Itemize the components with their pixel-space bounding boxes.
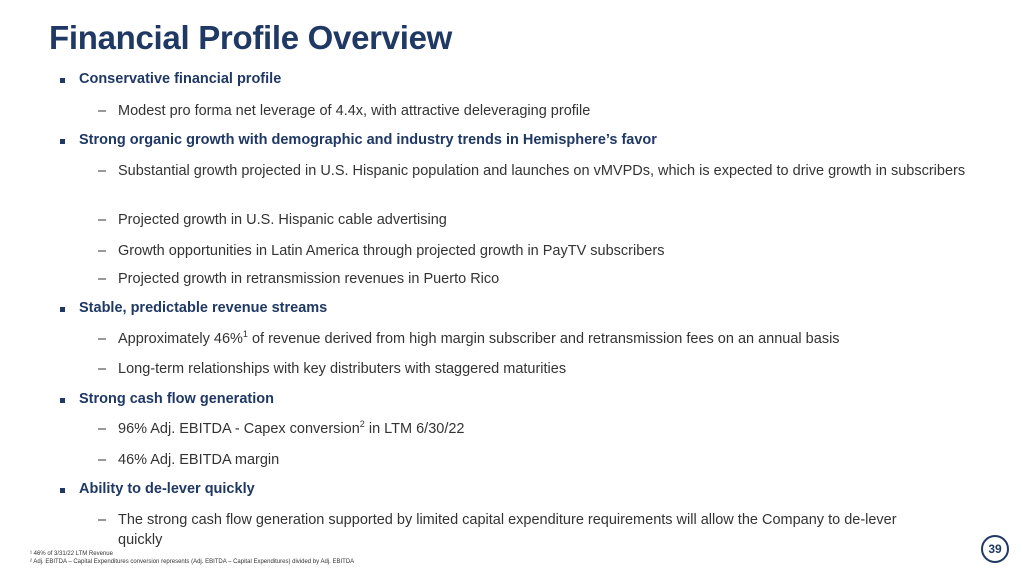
sub-bullet-text-pre: Approximately 46% bbox=[118, 331, 243, 347]
square-bullet-icon bbox=[60, 139, 65, 144]
sub-bullet-text: The strong cash flow generation supported by limited capital expenditure requirements will allow the Company to de-lever quickly bbox=[118, 512, 897, 548]
page-number-badge: 39 bbox=[981, 535, 1009, 563]
dash-icon: – bbox=[98, 271, 107, 287]
dash-icon: – bbox=[98, 243, 107, 259]
sub-bullet-text: Projected growth in retransmission revenues in Puerto Rico bbox=[118, 271, 500, 287]
bullet-label: Stable, predictable revenue streams bbox=[79, 300, 328, 316]
square-bullet-icon bbox=[60, 398, 65, 403]
square-bullet-icon bbox=[60, 307, 65, 312]
sub-bullet-text bbox=[118, 419, 968, 439]
sub-bullet-text: 46% Adj. EBITDA margin bbox=[118, 452, 280, 468]
dash-icon: – bbox=[98, 212, 107, 228]
square-bullet-icon bbox=[60, 488, 65, 493]
square-bullet-icon bbox=[60, 78, 65, 83]
sub-bullet-text: Growth opportunities in Latin America through projected growth in PayTV subscribers bbox=[118, 243, 665, 259]
sub-bullet-text bbox=[118, 329, 968, 349]
sub-bullet-text-post: in LTM 6/30/22 bbox=[364, 421, 465, 437]
dash-icon: – bbox=[98, 103, 107, 119]
bullet-label: Strong organic growth with demographic and industry trends in Hemisphere’s favor bbox=[79, 132, 657, 148]
sub-bullet bbox=[98, 210, 968, 230]
footnotes bbox=[30, 550, 354, 566]
sub-bullet-text-pre: 96% Adj. EBITDA - Capex conversion bbox=[118, 421, 360, 437]
dash-icon: – bbox=[98, 421, 107, 437]
sub-bullet bbox=[98, 161, 968, 181]
bullet-label: Ability to de-lever quickly bbox=[79, 481, 255, 497]
dash-icon: – bbox=[98, 512, 107, 528]
sub-bullet bbox=[98, 419, 968, 439]
sub-bullet bbox=[98, 359, 968, 379]
page-title: Financial Profile Overview bbox=[49, 19, 453, 56]
dash-icon: – bbox=[98, 163, 107, 179]
sub-bullet-text: Substantial growth projected in U.S. Hispanic population and launches on vMVPDs, which is expected to drive growth in subscribers bbox=[118, 163, 966, 179]
sub-bullet bbox=[98, 510, 898, 550]
footnote-ref: 2 bbox=[359, 419, 365, 430]
dash-icon: – bbox=[98, 331, 107, 347]
sub-bullet-text: Long-term relationships with key distributers with staggered maturities bbox=[118, 361, 567, 377]
dash-icon: – bbox=[98, 452, 107, 468]
footnote-1: ¹ 46% of 3/31/22 LTM Revenue bbox=[30, 551, 113, 557]
bullet-label: Conservative financial profile bbox=[79, 71, 282, 87]
sub-bullet-text-post: of revenue derived from high margin subscriber and retransmission fees on an annual basis bbox=[247, 331, 840, 347]
sub-bullet bbox=[98, 269, 968, 289]
footnote-ref: 1 bbox=[242, 329, 248, 340]
sub-bullet-text: Modest pro forma net leverage of 4.4x, with attractive deleveraging profile bbox=[118, 103, 591, 119]
sub-bullet bbox=[98, 241, 968, 261]
bullet-label: Strong cash flow generation bbox=[79, 391, 274, 407]
sub-bullet bbox=[98, 329, 968, 349]
footnote-2: ² Adj. EBITDA – Capital Expenditures conversion represents (Adj. EBITDA – Capital Expenditures) divided by Adj. EBITDA bbox=[30, 559, 355, 565]
dash-icon: – bbox=[98, 361, 107, 377]
sub-bullet-text: Projected growth in U.S. Hispanic cable advertising bbox=[118, 212, 447, 228]
sub-bullet bbox=[98, 101, 968, 121]
sub-bullet bbox=[98, 450, 968, 470]
